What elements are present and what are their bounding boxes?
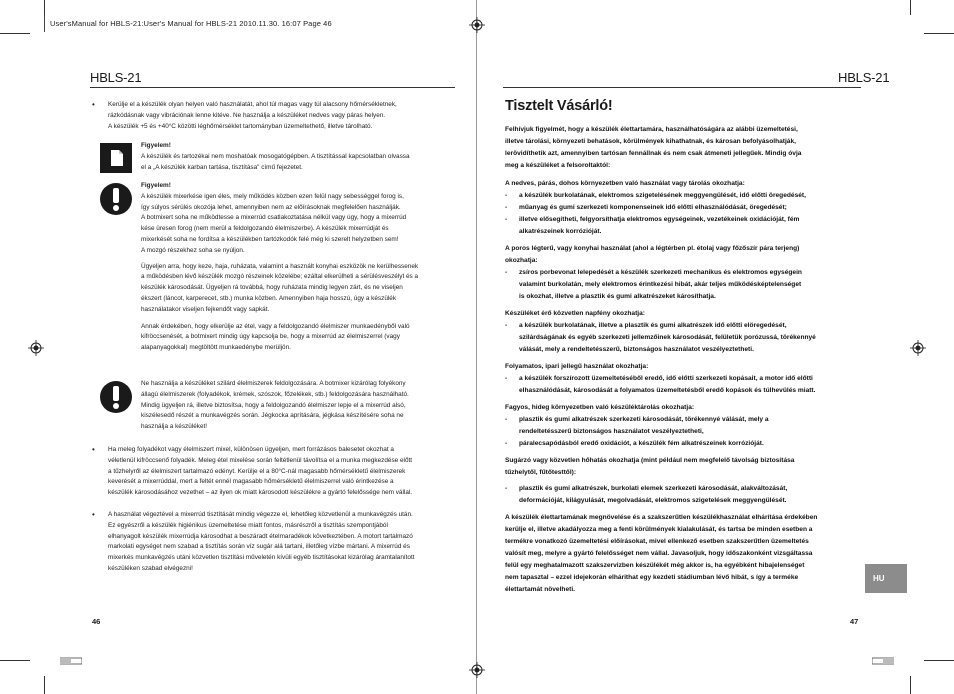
text-line: Mindig ügyeljen rá, illetve biztosítsa, hogy a feldolgozandó élelmiszer lepje el a mixerrúd alsó, (141, 401, 406, 409)
dash-bullet-icon: - (505, 204, 508, 211)
text-line: a tűzhelyről az élelmiszert tartalmazó edényt. Kerülje el a 80°C-nál magasabb hőmérsékletű élelmiszerek (108, 467, 406, 475)
text-line: állagú élelmiszerek (folyadékok, krémek, szószok, főzelékek, stb.) feldolgozására használható. (141, 390, 409, 398)
page-title: Tisztelt Vásárló! (505, 98, 613, 114)
text-line: is okozhat, illetve a plasztik és gumi alkatrészeket károsíthatja. (519, 293, 716, 300)
slug-line: User'sManual for HBLS-21:User's Manual for HBLS-21 2010.11.30. 16:07 Page 46 (50, 19, 332, 28)
list-item (505, 190, 865, 202)
header-rule (90, 87, 455, 88)
text-line: a működésben lévő készülék mozgó részeinek közelébe; ezáltal elkerülheti a sérülésveszélyt és a (141, 273, 419, 281)
dash-bullet-icon: - (505, 416, 508, 423)
section-heading: tűzhelytől, fűtőtesttől): (505, 469, 577, 476)
text-line: keverését a mixerrúddal, mert a feltét ennél magasabb hőmérsékletű élelmiszerrel való érintkezése a (108, 478, 394, 486)
document-warning-icon (100, 143, 132, 173)
warning-title: Figyelem! (141, 182, 171, 189)
closing-line: nem tapasztal – ezzel idejekorán elhárithat egy kezdeti stádiumban lévő hibát, s így a terméke (505, 574, 799, 581)
gray-scale-bar-icon (872, 656, 894, 666)
closing-line: felül egy meghatalmazott szakszervizben készülékét még akkor is, ha egyébként hibajelenséget (505, 562, 805, 569)
text-line: mixerkését soha ne fordítsa a készülékben tartózkodók felé még ki szerelt helyzetben sem! (141, 235, 399, 243)
closing-line: élettartamát növelheti. (505, 586, 575, 593)
dash-bullet-icon: - (505, 216, 508, 223)
text-line: valamint burkolatán, mely elektromos érintkezési hibát, akár teljes működésképtelenséget (519, 281, 802, 288)
text-line: páralecsapódásból eredő oxidációt, a készülék fém alkatrészeinek korrózióját. (519, 440, 764, 447)
closing-line: kerülje el, illetve akadályozza meg a fenti körülmények kialakulását, és tartsa be minden esetben a (505, 526, 813, 533)
text-line: mixerkés munkavégzés utáni közvetlen tisztítási műveletén kívüli egyéb tisztításokat kizárólag áramtalanított (108, 554, 415, 562)
bullet-icon: • (92, 510, 95, 519)
text-line: a készülék burkolatának, illetve a plasztik és gumi alkatrészek idő előtti elöregedését, (519, 322, 787, 329)
left-bullet-2 (94, 445, 454, 499)
closing-line: valósít meg, melyre a gyártó felelősséget nem vállal. Javasoljuk, hogy időszakonként vizsgáltassa (505, 550, 813, 557)
left-bullet-1 (94, 100, 454, 132)
header-rule (503, 87, 861, 88)
text-line: elhanyagolt készülék mixerrúdja károsodhat a beszáradt ételmaradékok következtében. A motort tartalmazó (108, 532, 413, 540)
dash-bullet-icon: - (505, 440, 508, 447)
right-page-number: 47 (850, 617, 859, 626)
text-line: A mozgó részekhez soha se nyúljon. (141, 246, 245, 254)
text-line: készülék károsodásához vezethet – az ilyen ok miatt károsodott készülékre a gyártó felelőssége nem vállal. (108, 489, 413, 497)
crop-mark (924, 33, 954, 34)
text-line: Ha meleg folyadékot vagy élelmiszert mixel, különösen ügyeljen, mert forrázásos balesetet okozhat a (108, 446, 394, 453)
registration-mark-icon (469, 17, 485, 33)
text-line: rázkódásnak vagy vibrációnak lenne kitéve. Ne használja a készüléket nedves vagy páras helyen. (108, 111, 386, 119)
text-line: kése üresen forog (nem merül a feldolgozandó élelmiszerbe). A készülék mixerrúdját és (141, 225, 389, 233)
left-page-number: 46 (92, 617, 101, 626)
text-line: műanyag és gumi szerkezeti komponenseinek idő előtti elhasználódását, öregedését; (519, 204, 787, 211)
dash-bullet-icon: - (505, 375, 508, 382)
warning-block-1 (141, 141, 461, 173)
text-line: szilárdságának és egyéb szerkezeti jellemzőinek károsodását, felületük porózussá, törékennyé (519, 334, 816, 341)
text-line: így súlyos sérülés okozója lehet, amennyiben nem az előírásoknak megfelelően használják. (141, 203, 401, 211)
text-line: A készülék mixerkése igen éles, mely működés közben ezen felül nagy sebességgel forog is, (141, 192, 404, 200)
closing-line: A készülék élettartamának megnövelése és a szakszerűtlen készülékhasználat elhárítása érdekében (505, 514, 818, 521)
page-divider (476, 0, 477, 694)
exclamation-warning-icon (100, 182, 132, 216)
right-header-model: HBLS-21 (838, 70, 890, 85)
exclamation-warning-icon (100, 380, 132, 414)
bullet-icon: • (92, 100, 95, 109)
dash-bullet-icon: - (505, 192, 508, 199)
registration-mark-icon (469, 662, 485, 678)
section-heading: A nedves, párás, dohos környezetben való használat vagy tárolás okozhatja: (505, 180, 745, 187)
list-item (505, 202, 865, 214)
list-item (505, 214, 865, 238)
text-line: kifröccsenését, a botmixert mindig úgy kapcsolja be, hogy a mixerrúd az élelmiszerrel (vagy (141, 333, 400, 341)
list-item (505, 267, 865, 303)
right-content (505, 124, 865, 596)
closing-line: termékre vonatkozó üzemeltetési előírásokat, mivel ellenkező esetben szakszerűtlen üzemeltetés (505, 538, 809, 545)
crop-mark (0, 660, 30, 661)
gray-scale-bar-icon (60, 656, 82, 666)
text-line: A készülék +5 és +40°C közötti léghőmérséklet tartományban üzemeltethető, illetve tárolható. (108, 122, 373, 130)
text-line: készüléken szabad elvégezni! (108, 564, 193, 572)
text-line: rendeltetésszerű biztonságos használatot veszélyeztetheti, (519, 428, 704, 435)
warning-block-2 (141, 181, 461, 354)
list-item (505, 320, 865, 356)
text-line: használatakor viseljen fejkendőt vagy sapkát. (141, 305, 270, 313)
text-line: használja a készüléket! (141, 423, 208, 431)
text-line: plasztik és gumi alkatrészek, burkolati elemek szerkezeti károsodását, alakváltozását, (519, 485, 788, 492)
text-line: készülék károsodását. Ügyeljen rá továbbá, hogy ruházata mindig legyen zárt, és ne viseljen (141, 284, 403, 292)
registration-mark-icon (910, 340, 926, 356)
section-heading: A poros légterű, vagy konyhai használat (ahol a légtérben pl. étolaj vagy főzőszír pára terjeng) (505, 245, 800, 252)
list-item (505, 483, 865, 507)
left-bullet-3 (94, 510, 454, 575)
text-line: kiszélesedő részét a munkavégzés során. Jégkocka aprítására, jégkása készítésére soha ne (141, 412, 404, 420)
crop-mark (910, 0, 911, 15)
text-line: ékszert (láncot, karperecet, stb.) munka közben. Amennyiben haja hosszú, úgy a készülék (141, 294, 397, 302)
text-line: Ez egyészről a készülék higiénikus üzemeltetése miatt fontos, másrészről a tisztítás szempontjából (108, 521, 388, 529)
warning-block-3 (141, 379, 461, 433)
text-line: Kerülje el a készülék olyan helyen való használatát, ahol túl magas vagy túl alacsony hőmérsékletnek, (108, 101, 397, 108)
crop-mark (910, 676, 911, 694)
text-line: a készülék forszírozott üzemeltetéséből eredő, idő előtti szerkezeti kopásait, a motor idő előtti (519, 375, 813, 382)
text-line: zsíros porbevonat lelepedését a készülék szerkezeti mechanikus és elektromos egységein (519, 269, 802, 276)
section-heading: Folyamatos, ipari jellegű használat okozhatja: (505, 363, 649, 370)
crop-mark (924, 660, 954, 661)
dash-bullet-icon: - (505, 269, 508, 276)
section-heading: Sugárzó vagy közvetlen hőhatás okozhatja (mint például nem megfelelő távolság biztosítása (505, 457, 795, 464)
bullet-icon: • (92, 445, 95, 454)
text-line: A készülék és tartozékai nem moshatóak mosogatógépben. A tisztítással kapcsolatban olvassa (141, 152, 410, 160)
intro-line: Felhívjuk figyelmét, hogy a készülék élettartamára, használhatóságára az alábbi üzemeltetési, (505, 126, 798, 133)
text-line: véletlenül kifröccsenő folyadék. Meleg étel mixelése során feltétlenül távolítsa el a munka megkezdése előtt (108, 456, 413, 464)
text-line: alapanyagokkal) megtöltött munkaedénybe merüljön. (141, 344, 291, 352)
list-item (505, 373, 865, 397)
list-item (505, 414, 865, 438)
intro-line: meg a készüléket a felsoroltaktól: (505, 162, 611, 169)
intro-line: illetve tárolási, környezeti behatások, körülmények kihathatnak, és károsan befolyásolhatják, (505, 138, 796, 145)
text-line: alkatrészeinek korrózióját. (519, 228, 602, 235)
language-tab: HU (865, 564, 907, 593)
text-line: A használat végeztével a mixerrúd tisztítását mindig végezze el, lehetőleg közvetlenül a munkavégzés után. (108, 511, 413, 518)
text-line: a készülék burkolatának, elektromos szigetelésének meggyengülését, idő előtti öregedését, (519, 192, 806, 199)
text-line: válását, mely a rendeltetésszerű, biztonságos használatot veszélyeztetheti. (519, 346, 754, 353)
text-line: Ne használja a készüléket szilárd élelmiszerek feldolgozására. A botmixer kizárólag folyékony (141, 380, 406, 387)
warning-title: Figyelem! (141, 142, 171, 149)
left-header-model: HBLS-21 (90, 70, 142, 85)
section-heading: Fagyos, hideg környezetben való készüléktárolás okozhatja: (505, 404, 695, 411)
list-item (505, 438, 865, 450)
dash-bullet-icon: - (505, 485, 508, 492)
crop-mark (44, 0, 45, 15)
dash-bullet-icon: - (505, 322, 508, 329)
text-line: deformációját, kilágyulását, megolvadását, elektromos szigetelések meggyengülését. (519, 497, 787, 504)
text-line: illetve elősegítheti, felgyorsíthatja elektromos egységeinek, vezetékeinek oxidációját, fém (519, 216, 800, 223)
text-line: el a „A készülék karban tartása, tisztítása" című fejezetet. (141, 163, 303, 171)
text-line: Annak érdekében, hogy elkerülje az étel, vagy a feldolgozandó élelmiszer munkaedényből való (141, 322, 410, 330)
section-heading: Készüléket érő közvetlen napfény okozhatja: (505, 310, 645, 317)
text-line: elhasználódását, károsodását a folyamatos üzemeltetésből eredő kopások és túlhevülés miatt. (519, 387, 816, 394)
registration-mark-icon (28, 340, 44, 356)
crop-mark (44, 676, 45, 694)
crop-mark (0, 33, 30, 34)
text-line: A botmixert soha ne működtesse a mixerrúd csatlakoztatása nélkül vagy úgy, hogy a mixerrúd (141, 214, 407, 222)
section-heading: okozhatja: (505, 257, 538, 264)
intro-line: lerövidíthetik azt, amennyiben tartósan fennállnak és nem csak átmeneti jellegűek. Mindig óvja (505, 150, 802, 157)
text-line: markolati egységet nem szabad a tisztítás során víz sugár alá tartani, illetőleg vízbe mártani. A mixerrúd és (108, 543, 410, 551)
text-line: plasztik és gumi alkatrészek szerkezeti károsodását, törékennyé válását, mely a (519, 416, 769, 423)
text-line: Ügyeljen arra, hogy keze, haja, ruházata, valamint a használt konyhai eszközök ne kerülhessenek (141, 262, 419, 270)
